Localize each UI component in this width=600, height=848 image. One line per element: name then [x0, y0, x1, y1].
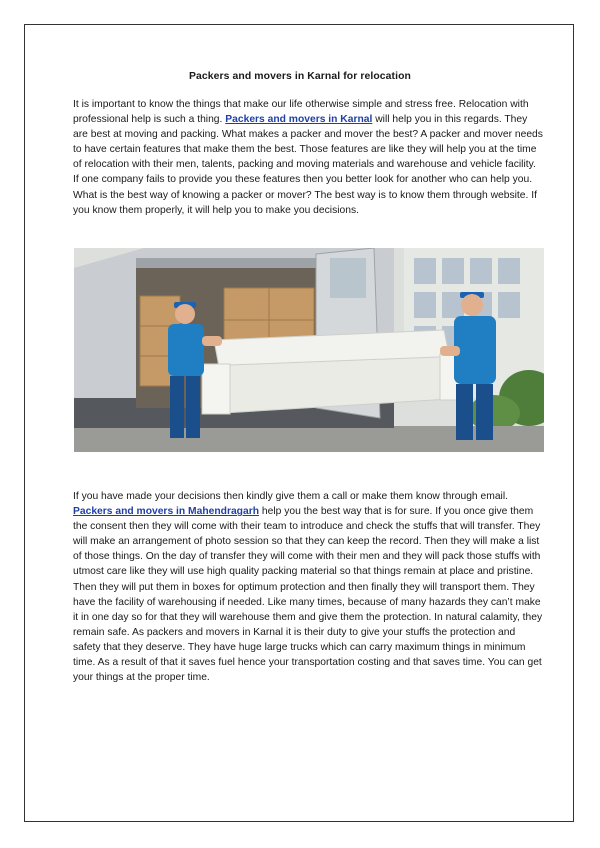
movers-photo — [74, 248, 544, 452]
intro-text-after: will help you in this regards. They are best at moving and packing. What makes a packer and mover the best? A packer and mover needs to have certain features that make them the best. Those features are like they will help you at the time of relocation with their men, talents, packing and moving materials and warehouse and vehicle facility. If one company fails to provide you these features then you better look for another who can help you. What is the best way of knowing a packer or mover? The best way is to know them through website. If you know them properly, it will help you to make you decisions. — [73, 114, 543, 216]
mahendragarh-link[interactable]: Packers and movers in Mahendragarh — [73, 506, 259, 518]
karnal-link[interactable]: Packers and movers in Karnal — [225, 114, 373, 126]
details-text-before: If you have made your decisions then kindly give them a call or make them know through email. — [73, 491, 508, 502]
details-text-after: help you the best way that is for sure. If you once give them the consent then they will come with their team to introduce and check the stuffs that will transfer. They will make an arrangement of photo session so that they can keep the record. Then they will make a list of those things. On the day of transfer they will come with their men and they will pack those stuffs with utmost care like they will use high quality packing material so that things remain at place and pristine. Then they will put them in boxes for optimum protection and then finally they will transport them. They have the facility of warehousing if needed. Like many times, because of many hazards they can’t make it in one day so for that they will warehouse them and give them the protection. In natural calamity, they remain safe. As packers and movers in Karnal it is their duty to give your stuffs the protection and safety that they deserve. They have huge large trucks which can carry maximum things in minimum time. As a result of that it saves fuel hence your transportation costing and that saves time. You can get your things at the proper time. — [73, 506, 543, 684]
intro-paragraph — [73, 97, 543, 218]
intro-text-before: It is important to know the things that make our life otherwise simple and stress free. Relocation with professional help is such a thing. — [73, 99, 529, 126]
movers-illustration — [74, 248, 544, 452]
page-title: Packers and movers in Karnal for relocation — [188, 71, 411, 82]
details-paragraph — [73, 489, 543, 685]
